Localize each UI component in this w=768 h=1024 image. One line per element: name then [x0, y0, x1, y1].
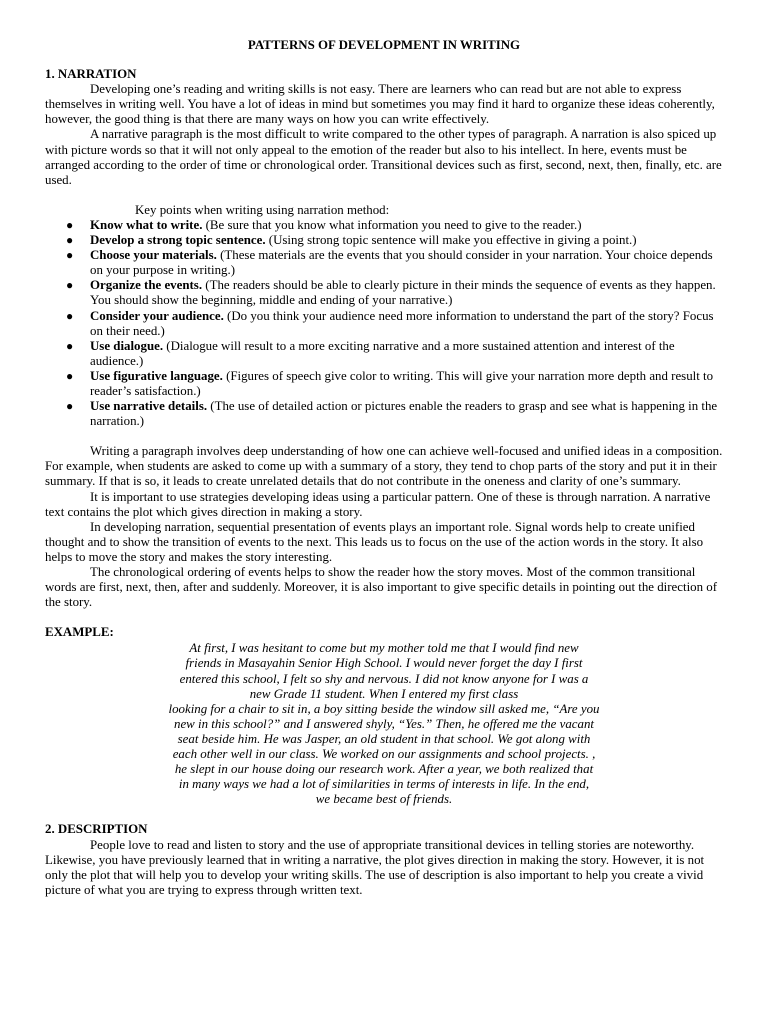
key-point-text: (Dialogue will result to a more exciting narrative and a more sustained attention and interest of the audience.) — [90, 338, 675, 368]
paragraph: Writing a paragraph involves deep understanding of how one can achieve well-focused and unified ideas in a composition. For example, when students are asked to come up with a summary of a story, they tend to chop parts of the story and put it in their summary. If that is so, it leads to create unrelated details that do not contribute in the oneness and clarity of one’s summary. — [45, 444, 723, 489]
key-point-text: (Do you think your audience need more information to understand the part of the story? Focus on their need.) — [90, 308, 714, 338]
bullet-icon: ● — [66, 278, 74, 293]
section-heading-description: 2. DESCRIPTION — [45, 822, 148, 837]
spacer — [45, 429, 723, 444]
example-line: each other well in our class. We worked on our assignments and school projects. , — [172, 747, 596, 762]
bullet-icon: ● — [66, 308, 74, 323]
key-point-text: (The readers should be able to clearly picture in their minds the sequence of events as they happen. You should show the beginning, middle and ending of your narrative.) — [90, 278, 716, 308]
list-item — [45, 339, 723, 369]
example-line: new Grade 11 student. When I entered my first class — [249, 686, 519, 701]
key-point-term: Use dialogue. — [90, 338, 164, 353]
key-point-text: (Using strong topic sentence will make you effective in giving a point.) — [265, 233, 637, 248]
key-point-term: Organize the events. — [90, 278, 203, 293]
example-label: EXAMPLE: — [45, 625, 114, 640]
spacer — [45, 807, 723, 822]
page-title: PATTERNS OF DEVELOPMENT IN WRITING — [247, 38, 521, 52]
paragraph: Developing one’s reading and writing skills is not easy. There are learners who can read but are not able to express themselves in writing well. You have a lot of ideas in mind but sometimes you may find it hard to organize these ideas coherently, however, the good thing is that there are many ways on how you can write effectively. — [45, 82, 715, 127]
paragraph: In developing narration, sequential presentation of events plays an important role. Signal words help to create unified thought and to show the transition of events to the next. This leads us to focus on the use of the action words in the story. It also helps to move the story and makes the story interesting. — [45, 519, 704, 564]
example-line: At first, I was hesitant to come but my mother told me that I would find new — [189, 641, 579, 656]
key-point-term: Know what to write. — [90, 217, 203, 232]
example-line: we became best of friends. — [315, 792, 453, 807]
example-line: new in this school?” and I answered shyly, “Yes.” Then, he offered me the vacant — [174, 716, 594, 731]
list-item — [45, 309, 723, 339]
document-page — [45, 38, 723, 898]
key-points-intro: Key points when writing using narration method: — [135, 202, 390, 217]
example-line: he slept in our house doing our research work. After a year, we both realized that — [174, 762, 594, 777]
spacer — [45, 610, 723, 625]
example-line: in many ways we had a lot of similarities in terms of interests in life. In the end, — [178, 777, 590, 792]
list-item — [45, 248, 723, 278]
key-point-text: (The use of detailed action or pictures enable the readers to grasp and see what is happening in the narration.) — [90, 399, 718, 429]
key-point-text: (Figures of speech give color to writing. This will give your narration more depth and result to reader’s satisfaction.) — [90, 368, 714, 398]
key-point-text: (These materials are the events that you should consider in your narration. Your choice depends on your purpose in writing.) — [90, 248, 713, 278]
key-point-term: Develop a strong topic sentence. — [90, 233, 266, 248]
paragraph: The chronological ordering of events helps to show the reader how the story moves. Most of the common transitional words are first, next, then, after and suddenly. Moreover, it is also important to give specific details in pointing out the direction of the story. — [45, 565, 718, 610]
key-point-text: (Be sure that you know what information you need to give to the reader.) — [202, 217, 582, 232]
list-item — [45, 369, 723, 399]
paragraph: People love to read and listen to story and the use of appropriate transitional devices in telling stories are noteworthy. Likewise, you have previously learned that in writing a narrative, the plot gives direction in making the story. However, it is not only the plot that will help you to develop your writing skills. The use of description is also important to help you create a vivid picture of what you are trying to express through written text. — [45, 837, 705, 897]
key-point-term: Consider your audience. — [90, 308, 224, 323]
example-passage — [45, 641, 723, 807]
section-heading-narration: 1. NARRATION — [45, 67, 137, 82]
example-line: entered this school, I felt so shy and nervous. I did not know anyone for I was a — [179, 671, 589, 686]
key-point-term: Use figurative language. — [90, 368, 223, 383]
bullet-icon: ● — [66, 399, 74, 414]
key-point-term: Choose your materials. — [90, 248, 217, 263]
key-point-term: Use narrative details. — [90, 399, 208, 414]
key-points-list — [45, 218, 723, 429]
bullet-icon: ● — [66, 217, 74, 232]
bullet-icon: ● — [66, 248, 74, 263]
paragraph: A narrative paragraph is the most difficult to write compared to the other types of paragraph. A narration is also spiced up with picture words so that it will not only appeal to the emotion of the reader but also to his intellect. In here, events must be arranged according to the order of time or chronological order. Transitional devices such as first, second, next, then, finally, etc. are used. — [45, 127, 722, 187]
bullet-icon: ● — [66, 368, 74, 383]
paragraph: It is important to use strategies developing ideas using a particular pattern. One of these is through narration. A narrative text contains the plot which gives direction in making a story. — [45, 489, 711, 519]
list-item — [45, 218, 723, 233]
list-item — [45, 399, 723, 429]
bullet-icon: ● — [66, 338, 74, 353]
list-item — [45, 233, 723, 248]
example-line: friends in Masayahin Senior High School. I would never forget the day I first — [185, 656, 583, 671]
bullet-icon: ● — [66, 233, 74, 248]
example-line: looking for a chair to sit in, a boy sitting beside the window sill asked me, “Are you — [168, 701, 600, 716]
example-line: seat beside him. He was Jasper, an old student in that school. We got along with — [177, 731, 591, 746]
list-item — [45, 278, 723, 308]
